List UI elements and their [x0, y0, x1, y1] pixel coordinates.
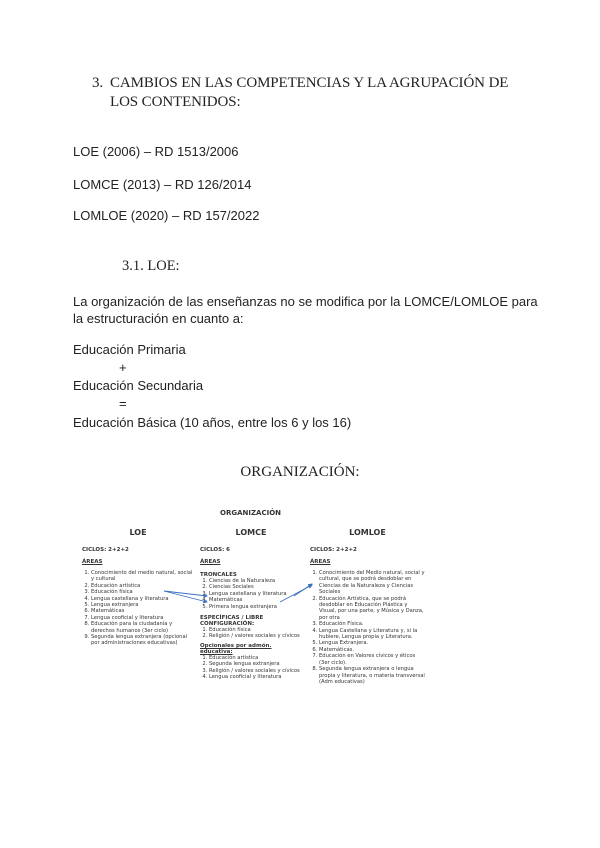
- list-item: 1. Educación artística: [209, 655, 302, 661]
- list-item: 9. Segunda lengua extranjera (opcional por administraciones educativas): [91, 634, 194, 647]
- list-item: 5. Lengua Extranjera.: [319, 640, 425, 646]
- paragraph: La organización de las enseñanzas no se modifica por la LOMCE/LOMLOE para la estructuración en cuanto a:: [73, 294, 538, 326]
- list-item: 4. Lengua Castellana y Literatura y, si la hubiere, Lengua propia y Literatura.: [319, 628, 425, 641]
- lomce-header: LOMCE: [235, 528, 267, 537]
- list-item: 8. Educación para la ciudadanía y derechos humanos (3er ciclo): [91, 621, 194, 634]
- list-item: 1. Ciencias de la Naturaleza: [209, 578, 302, 584]
- list-item: 4. Lengua cooficial y literatura: [209, 674, 302, 680]
- organizacion-heading: ORGANIZACIÓN:: [240, 464, 360, 480]
- list-item: 1. Conocimiento del medio natural, social y cultural: [91, 570, 194, 583]
- list-item: 2. Ciencias Sociales: [209, 584, 302, 590]
- lomce-areas-label: ÁREAS: [200, 559, 221, 565]
- list-item: 2. Educación artística: [91, 583, 194, 589]
- mapping-arrows: [80, 500, 525, 750]
- list-item: 4. Lengua castellana y literatura: [91, 596, 194, 602]
- list-item: 7. Lengua cooficial y literatura: [91, 615, 194, 621]
- list-item: 6. Matemáticas: [91, 608, 194, 614]
- loe-areas-label: ÁREAS: [82, 559, 103, 565]
- law-loe: LOE (2006) – RD 1513/2006: [73, 144, 239, 159]
- list-item: 3. Lengua castellana y literatura: [209, 591, 302, 597]
- loe-header: LOE: [129, 528, 147, 537]
- list-item: 1. Conocimiento del Medio natural, social y cultural, que se podrá desdoblar en Ciencias de la Naturaleza y Ciencias Sociales: [319, 570, 425, 596]
- list-item: 3. Religión / valores sociales y cívicos: [209, 668, 302, 674]
- arrow-sociales-to-lomloe: [280, 585, 312, 602]
- equals-sign: =: [119, 396, 127, 411]
- secundaria: Educación Secundaria: [73, 378, 204, 393]
- lomce-ciclos: CICLOS: 6: [200, 547, 231, 553]
- lomce-opcionales-label: Opcionales por admón. educativa:: [200, 642, 272, 655]
- lomloe-areas-label: ÁREAS: [310, 559, 331, 565]
- list-item: 3. Educación física: [91, 589, 194, 595]
- figure-title: ORGANIZACIÓN: [220, 509, 282, 517]
- loe-ciclos: CICLOS: 2+2+2: [82, 547, 129, 553]
- list-item: 5. Primera lengua extranjera: [209, 604, 302, 610]
- basica: Educación Básica (10 años, entre los 6 y los 16): [73, 415, 352, 430]
- list-item: 6. Matemáticas.: [319, 647, 425, 653]
- list-item: 4. Matemáticas: [209, 597, 302, 603]
- list-item: 5. Lengua extranjera: [91, 602, 194, 608]
- list-item: 1. Educación física: [209, 627, 302, 633]
- list-item: 7. Educación en Valores cívicos y éticos (3er ciclo).: [319, 653, 425, 666]
- law-lomloe: LOMLOE (2020) – RD 157/2022: [73, 208, 260, 223]
- section-heading: [92, 74, 532, 112]
- organization-figure: [80, 500, 525, 750]
- list-item: 3. Educación Física.: [319, 621, 425, 627]
- list-item: 8. Segunda lengua extranjera o lengua propia y literatura, o materia transversal (Adm educativas): [319, 666, 425, 685]
- primaria: Educación Primaria: [73, 342, 186, 357]
- lomloe-ciclos: CICLOS: 2+2+2: [310, 547, 357, 553]
- arrow-to-ciencias-sociales: [164, 591, 207, 602]
- list-item: 2. Religión / valores sociales y cívicos: [209, 633, 302, 639]
- list-item: 2. Segunda lengua extranjera: [209, 661, 302, 667]
- arrow-to-ciencias-naturaleza: [164, 591, 207, 596]
- lomce-especificas-label: ESPECÍFICAS / LIBRE CONFIGURACIÓN:: [200, 615, 264, 628]
- lomloe-header: LOMLOE: [349, 528, 386, 537]
- list-item: 2. Educación Artística, que se podrá desdoblar en Educación Plástica y Visual, por una parte, y Música y Danza, por otra: [319, 596, 425, 622]
- lomce-troncales-label: TRONCALES: [200, 572, 237, 578]
- plus-sign: +: [119, 360, 127, 375]
- subsection-title: 3.1. LOE:: [122, 258, 180, 274]
- section-title: CAMBIOS EN LAS COMPETENCIAS Y LA AGRUPACIÓN DE LOS CONTENIDOS:: [110, 75, 509, 110]
- section-number: 3.: [92, 75, 104, 91]
- law-lomce: LOMCE (2013) – RD 126/2014: [73, 177, 252, 192]
